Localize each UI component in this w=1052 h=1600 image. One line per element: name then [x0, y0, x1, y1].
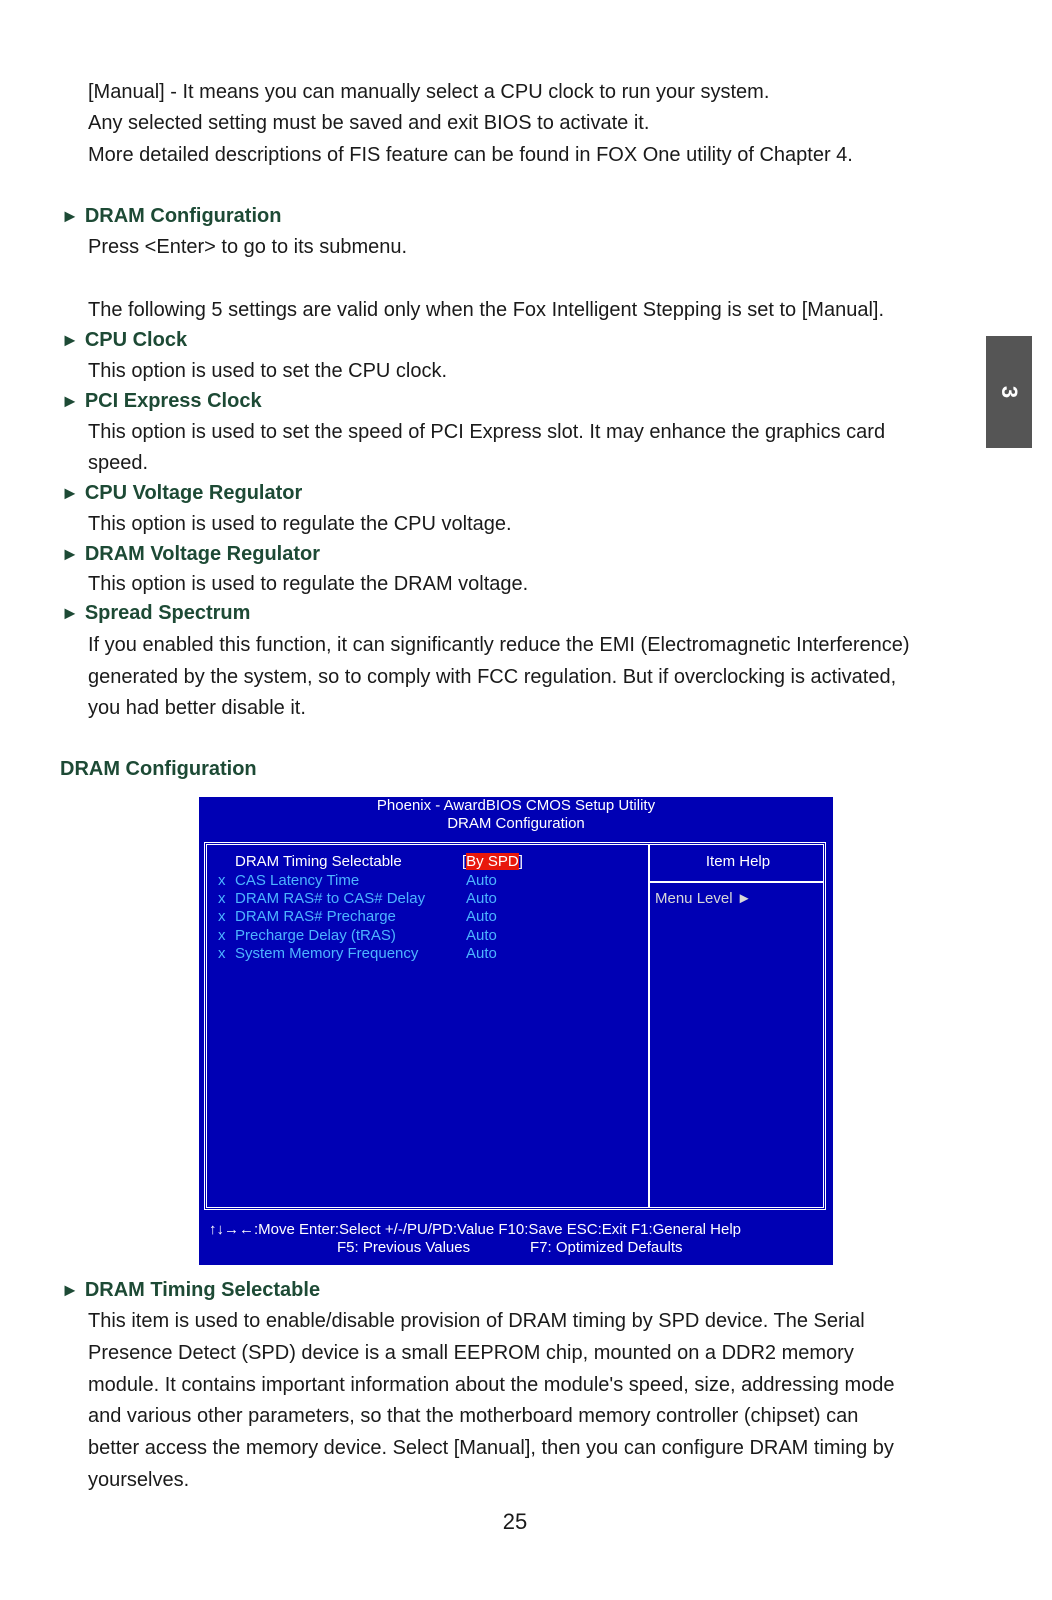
row-marker: x: [218, 908, 226, 925]
dram-timing-desc-6: yourselves.: [88, 1469, 190, 1491]
cpu-clock-desc: This option is used to set the CPU clock.: [88, 360, 448, 382]
dram-timing-desc-1: This item is used to enable/disable provision of DRAM timing by SPD device. The Serial: [88, 1310, 865, 1332]
row-value: Auto: [466, 908, 497, 925]
row-label: DRAM RAS# Precharge: [235, 908, 396, 925]
bios-subtitle: DRAM Configuration: [447, 815, 585, 832]
cpu-voltage-desc: This option is used to regulate the CPU voltage.: [88, 513, 512, 535]
spread-spectrum-desc-3: you had better disable it.: [88, 697, 306, 719]
bullet-arrow-icon: ►: [61, 206, 79, 226]
row-label: System Memory Frequency: [235, 945, 419, 962]
selected-value[interactable]: By SPD: [466, 853, 519, 870]
bios-row[interactable]: [207, 852, 647, 871]
heading-text: DRAM Voltage Regulator: [84, 543, 321, 565]
heading-text: Spread Spectrum: [84, 602, 251, 624]
intro-line-1: [Manual] - It means you can manually select a CPU clock to run your system.: [88, 81, 770, 103]
dram-config-desc: Press <Enter> to go to its submenu.: [88, 236, 408, 258]
pci-clock-desc-1: This option is used to set the speed of PCI Express slot. It may enhance the graphics card: [88, 421, 886, 443]
spread-spectrum-desc-2: generated by the system, so to comply with FCC regulation. But if overclocking is activated,: [88, 666, 897, 688]
row-value: Auto: [466, 872, 497, 889]
dram-timing-desc-3: module. It contains important information about the module's speed, size, addressing mode: [88, 1374, 895, 1396]
intro-line-2: Any selected setting must be saved and exit BIOS to activate it.: [88, 112, 650, 134]
bullet-arrow-icon: ►: [61, 483, 79, 503]
bracket-open: [: [462, 853, 467, 870]
heading-text: DRAM Timing Selectable: [84, 1279, 321, 1301]
intro-line-3: More detailed descriptions of FIS feature can be found in FOX One utility of Chapter 4.: [88, 144, 853, 166]
row-marker: x: [218, 945, 226, 962]
bios-row: [207, 871, 647, 890]
row-label: DRAM Timing Selectable: [235, 853, 402, 870]
bios-row: [207, 926, 647, 945]
chapter-number: 3: [997, 385, 1022, 399]
bios-footer-keys: ↑↓→←:Move Enter:Select +/-/PU/PD:Value F10:Save ESC:Exit F1:General Help: [209, 1221, 742, 1238]
heading-text: PCI Express Clock: [84, 390, 262, 412]
settings-note: The following 5 settings are valid only when the Fox Intelligent Stepping is set to [Manual].: [88, 299, 885, 321]
row-marker: x: [218, 890, 226, 907]
dram-config-heading: [61, 202, 281, 230]
bracket-close: ]: [518, 853, 523, 870]
cpu-voltage-heading: [61, 479, 302, 507]
spread-spectrum-desc-1: If you enabled this function, it can significantly reduce the EMI (Electromagnetic Interference): [88, 634, 910, 656]
row-value: Auto: [466, 890, 497, 907]
help-separator: [650, 881, 823, 883]
cpu-clock-heading: [61, 326, 187, 354]
bios-row: [207, 944, 647, 963]
dram-timing-desc-2: Presence Detect (SPD) device is a small EEPROM chip, mounted on a DDR2 memory: [88, 1342, 854, 1364]
dram-timing-desc-4: and various other parameters, so that the motherboard memory controller (chipset) can: [88, 1405, 859, 1427]
row-value: Auto: [466, 927, 497, 944]
bios-screen: [199, 797, 833, 1265]
bullet-arrow-icon: ►: [61, 544, 79, 564]
bullet-arrow-icon: ►: [61, 391, 79, 411]
row-label: Precharge Delay (tRAS): [235, 927, 396, 944]
row-value[interactable]: [462, 852, 523, 871]
bios-footer-f7: F7: Optimized Defaults: [530, 1239, 683, 1256]
bullet-arrow-icon: ►: [61, 603, 79, 623]
heading-text: CPU Clock: [84, 329, 188, 351]
dram-voltage-desc: This option is used to regulate the DRAM voltage.: [88, 573, 529, 595]
bios-frame: [204, 842, 826, 1210]
bios-row: [207, 907, 647, 926]
page-number: 25: [502, 1509, 528, 1534]
row-marker: x: [218, 872, 226, 889]
dram-timing-desc-5: better access the memory device. Select [Manual], then you can configure DRAM timing by: [88, 1437, 894, 1459]
bios-footer-f5: F5: Previous Values: [337, 1239, 471, 1256]
row-label: CAS Latency Time: [235, 872, 360, 889]
bios-row: [207, 889, 647, 908]
dram-config-figure-title: DRAM Configuration: [60, 758, 257, 780]
row-marker: x: [218, 927, 226, 944]
heading-text: DRAM Configuration: [84, 205, 282, 227]
item-help-title: Item Help: [705, 853, 771, 870]
dram-timing-heading: [61, 1276, 320, 1304]
row-label: DRAM RAS# to CAS# Delay: [235, 890, 426, 907]
heading-text: CPU Voltage Regulator: [84, 482, 303, 504]
bios-divider: [648, 845, 650, 1207]
bios-title: Phoenix - AwardBIOS CMOS Setup Utility: [376, 797, 656, 814]
spread-spectrum-heading: [61, 599, 250, 627]
pci-clock-desc-2: speed.: [88, 452, 149, 474]
menu-level: Menu Level ►: [655, 890, 752, 907]
bullet-arrow-icon: ►: [61, 330, 79, 350]
bullet-arrow-icon: ►: [61, 1280, 79, 1300]
chapter-tab: [986, 336, 1032, 448]
pci-clock-heading: [61, 387, 262, 415]
dram-voltage-heading: [61, 540, 320, 568]
row-value: Auto: [466, 945, 497, 962]
